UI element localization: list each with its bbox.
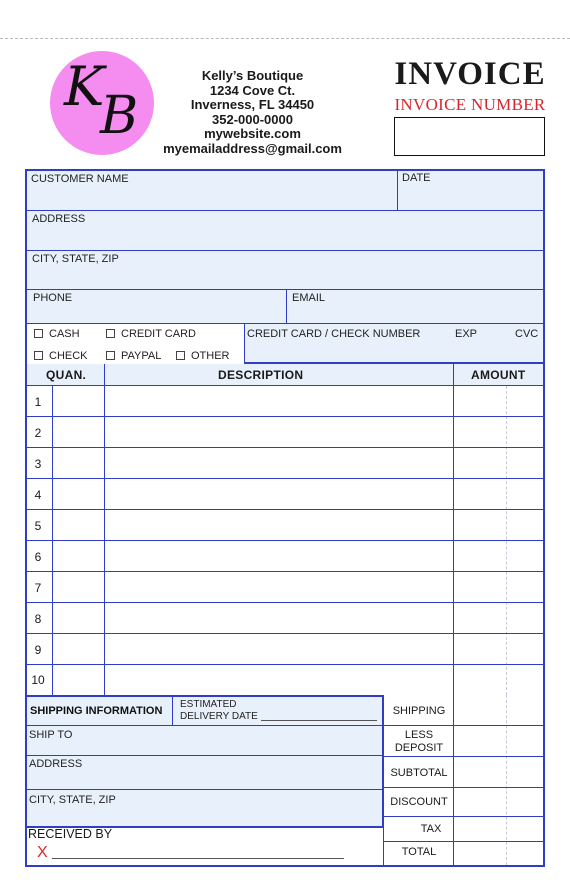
address-label: ADDRESS: [32, 213, 86, 225]
other-label: OTHER: [191, 350, 230, 362]
ship-city-state-zip-label: CITY, STATE, ZIP: [29, 794, 116, 806]
total-amount-field[interactable]: [454, 842, 543, 865]
other-checkbox[interactable]: [176, 351, 185, 360]
exp-label: EXP: [455, 328, 478, 340]
row-number-6: 6: [34, 550, 42, 564]
col-quan-header: QUAN.: [46, 368, 87, 382]
col-amount-header: AMOUNT: [471, 368, 526, 382]
ship-to-label: SHIP TO: [29, 729, 73, 741]
ship-to-field[interactable]: [27, 726, 382, 755]
subtotal-label: SUBTOTAL: [390, 767, 448, 779]
paypal-label: PAYPAL: [121, 350, 162, 362]
delivery-date-line: [261, 720, 377, 721]
customer-name-label: CUSTOMER NAME: [31, 173, 129, 185]
row-number-5: 5: [34, 519, 42, 533]
check-checkbox[interactable]: [34, 351, 43, 360]
shipping-total-label: SHIPPING: [392, 705, 446, 717]
company-info: [150, 69, 355, 156]
payment-cash-option[interactable]: [34, 328, 80, 340]
col-description-header: DESCRIPTION: [218, 368, 304, 382]
delivery-date-field[interactable]: [173, 697, 382, 725]
ship-address-label: ADDRESS: [29, 758, 83, 770]
discount-amount-field[interactable]: [454, 788, 543, 816]
phone-label: PHONE: [33, 292, 73, 304]
payment-credit-card-option[interactable]: [106, 328, 196, 340]
payment-check-option[interactable]: [34, 350, 88, 362]
estimated-label: ESTIMATED: [180, 699, 237, 710]
credit-card-label: CREDIT CARD: [121, 328, 196, 340]
card-number-field[interactable]: [245, 324, 543, 364]
city-state-zip-label: CITY, STATE, ZIP: [32, 253, 119, 265]
card-number-label: CREDIT CARD / CHECK NUMBER: [247, 328, 421, 340]
email-field[interactable]: [287, 290, 543, 323]
company-logo: [50, 51, 154, 155]
logo-letter-k: K: [64, 55, 105, 118]
invoice-title: INVOICE: [394, 56, 546, 92]
deposit-label: DEPOSIT: [394, 742, 444, 754]
deposit-amount-field[interactable]: [454, 726, 543, 756]
less-label: LESS: [404, 729, 434, 741]
row-number-8: 8: [34, 612, 42, 626]
paypal-checkbox[interactable]: [106, 351, 115, 360]
discount-label: DISCOUNT: [390, 796, 448, 808]
phone-field[interactable]: [27, 290, 286, 323]
row-number-4: 4: [34, 488, 42, 502]
received-by-label: RECEIVED BY: [28, 827, 113, 841]
company-city: Inverness, FL 34450: [190, 97, 315, 112]
row-number-1: 1: [34, 395, 42, 409]
city-state-zip-field[interactable]: [27, 251, 543, 289]
signature-line[interactable]: [52, 858, 344, 859]
delivery-date-label: DELIVERY DATE: [180, 711, 258, 722]
customer-name-field[interactable]: [27, 171, 397, 210]
payment-other-option[interactable]: [176, 350, 230, 362]
ship-city-state-zip-field[interactable]: [27, 790, 382, 826]
signature-x-mark: X: [37, 844, 48, 861]
date-label: DATE: [402, 172, 431, 184]
ship-address-field[interactable]: [27, 756, 382, 789]
invoice-number-field[interactable]: [394, 117, 545, 156]
shipping-info-box: [25, 695, 384, 828]
email-label: EMAIL: [292, 292, 326, 304]
cash-checkbox[interactable]: [34, 329, 43, 338]
shipping-amount-field[interactable]: [454, 695, 543, 725]
row-number-3: 3: [34, 457, 42, 471]
subtotal-amount-field[interactable]: [454, 757, 543, 787]
customer-section: [25, 169, 545, 364]
check-label: CHECK: [49, 350, 88, 362]
company-website: mywebsite.com: [204, 126, 301, 141]
row-number-7: 7: [34, 581, 42, 595]
date-field[interactable]: [398, 171, 543, 210]
row-number-9: 9: [34, 643, 42, 657]
total-label: TOTAL: [401, 846, 437, 858]
credit-card-checkbox[interactable]: [106, 329, 115, 338]
company-email: myemailaddress@gmail.com: [163, 140, 342, 156]
tax-amount-field[interactable]: [454, 817, 543, 841]
company-street: 1234 Cove Ct.: [209, 82, 296, 98]
totals-area: [383, 695, 543, 865]
company-name: Kelly’s Boutique: [201, 68, 304, 83]
invoice-number-label: INVOICE NUMBER: [394, 95, 546, 114]
cash-label: CASH: [49, 328, 80, 340]
cvc-label: CVC: [515, 328, 539, 340]
row-number-10: 10: [31, 673, 45, 687]
tax-label: TAX: [420, 823, 442, 835]
address-field[interactable]: [27, 211, 543, 250]
shipping-info-header: SHIPPING INFORMATION: [30, 705, 163, 717]
company-phone: 352-000-0000: [212, 111, 293, 127]
line-items-table: [25, 364, 545, 695]
payment-paypal-option[interactable]: [106, 350, 161, 362]
logo-letter-b: B: [100, 86, 139, 146]
perforation-line: [0, 38, 570, 39]
row-number-2: 2: [34, 426, 42, 440]
